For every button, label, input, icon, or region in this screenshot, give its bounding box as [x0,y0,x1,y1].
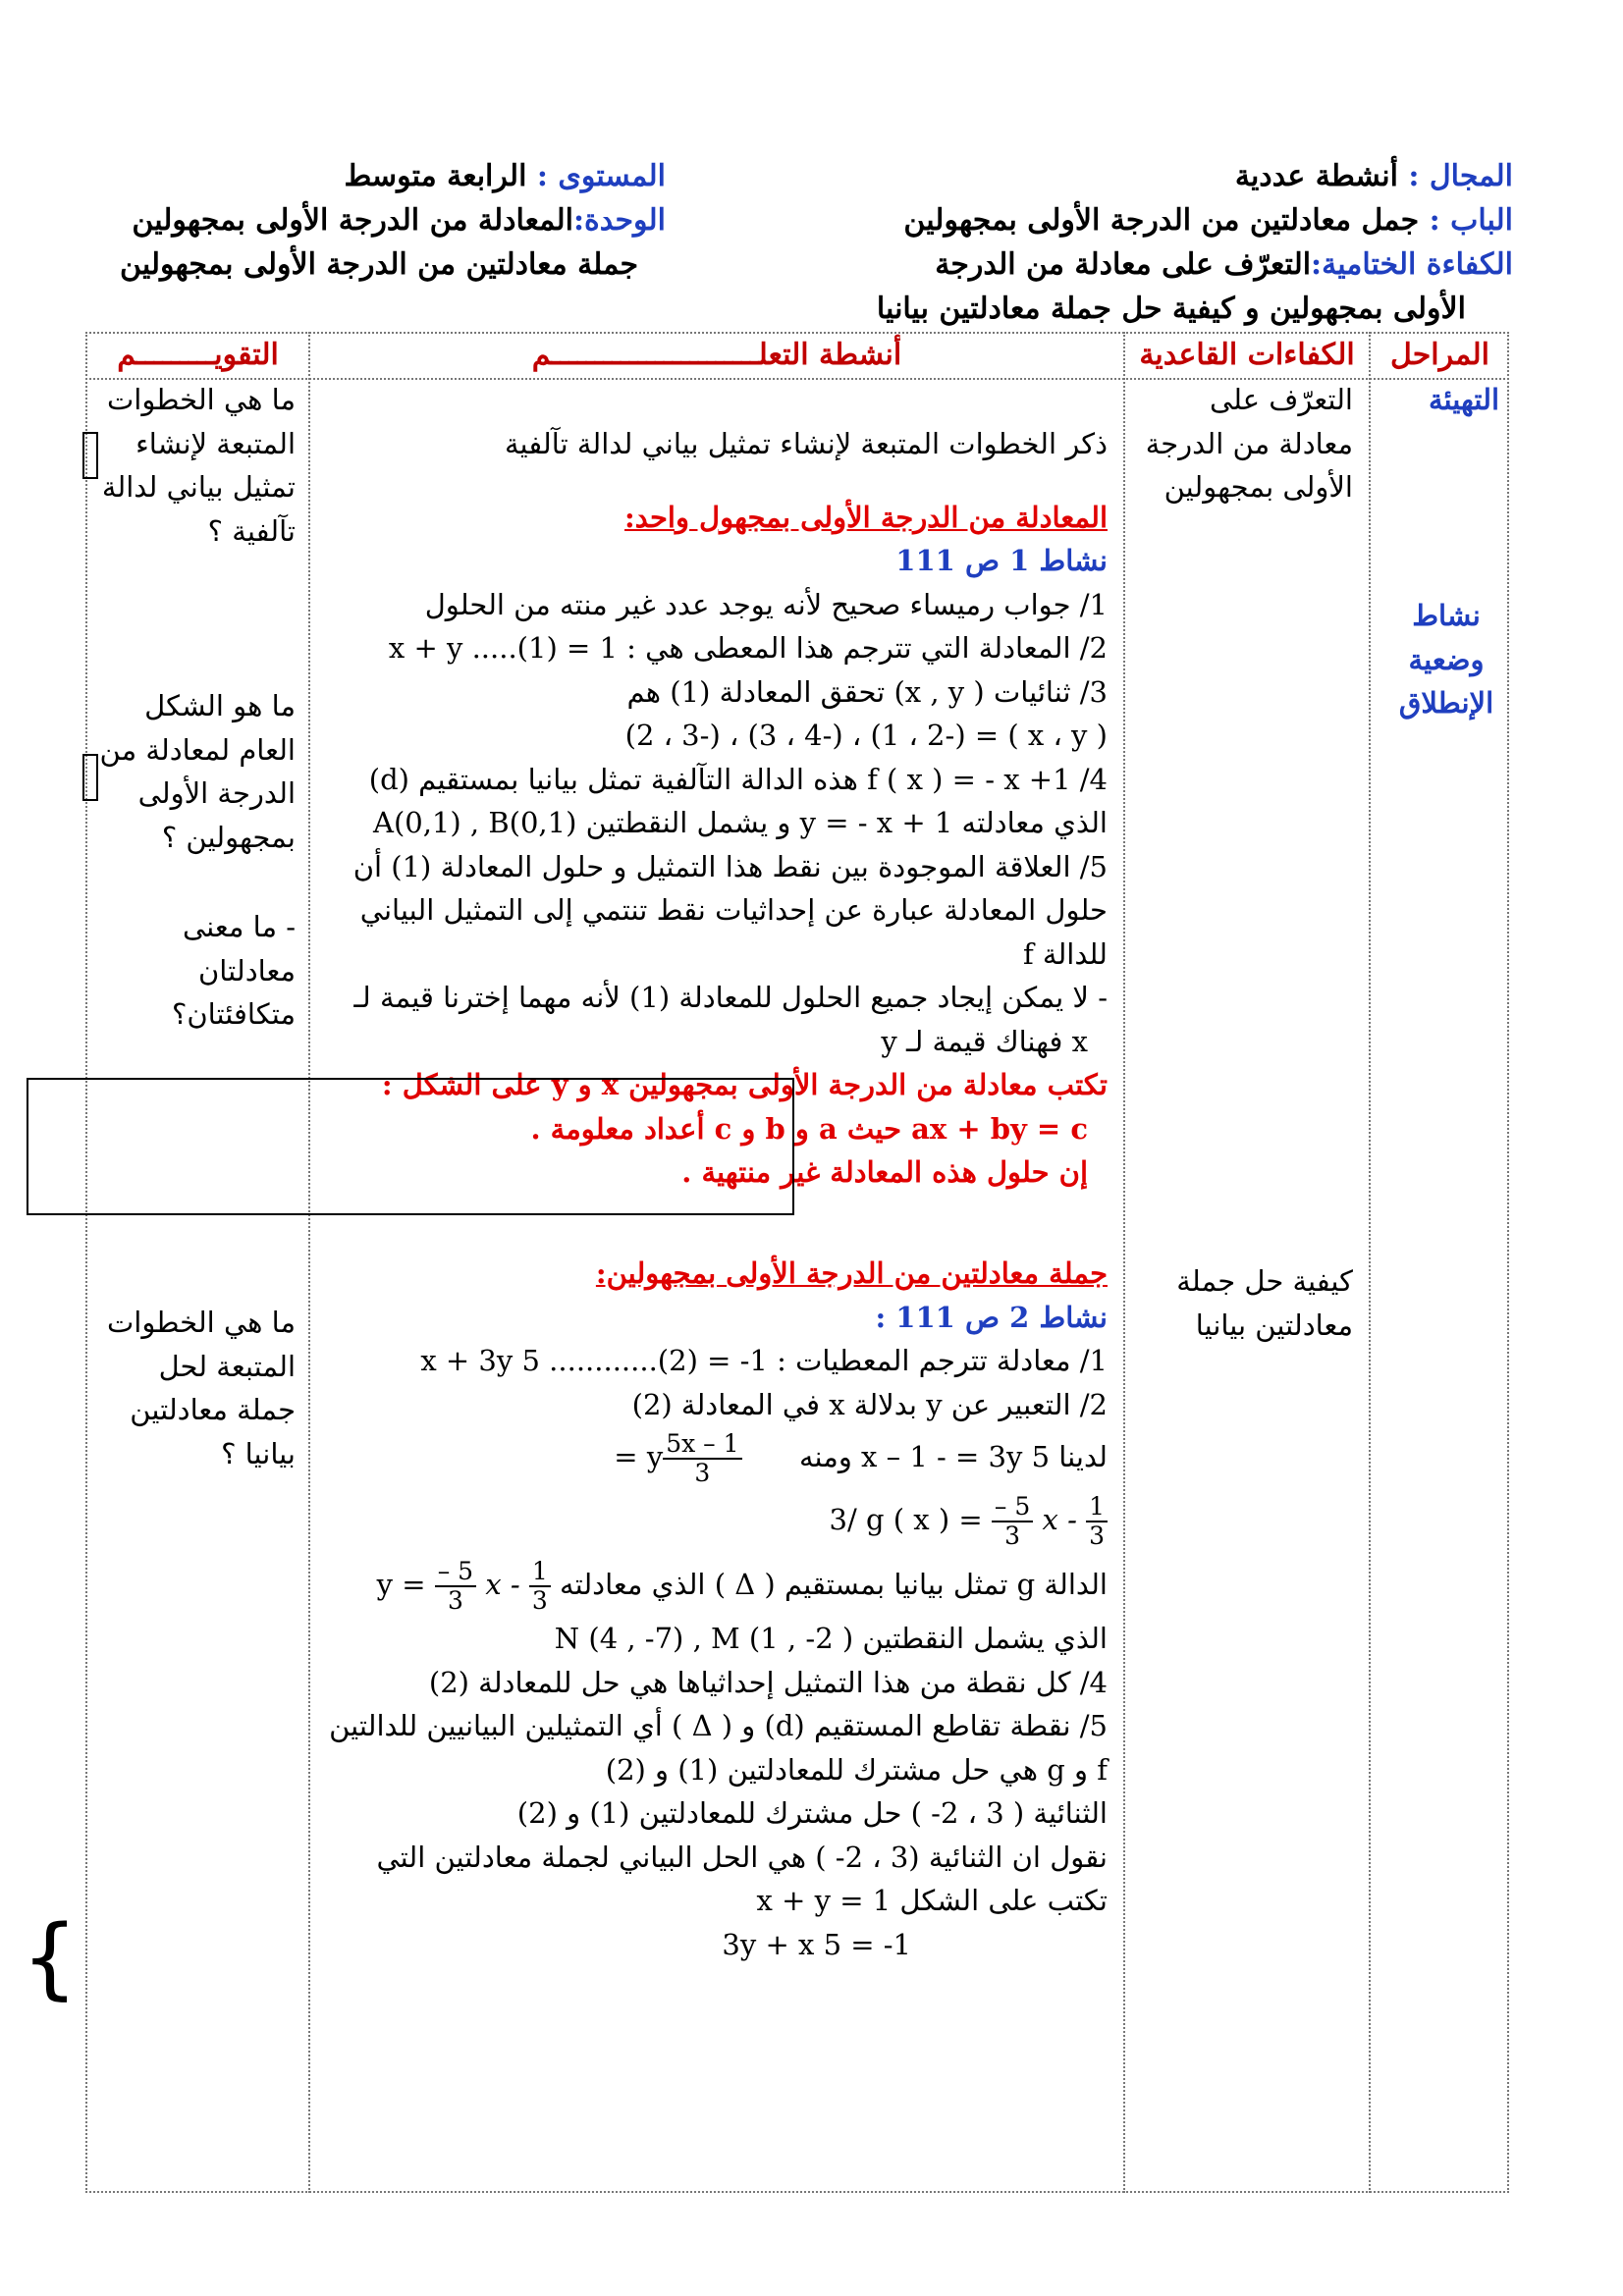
header-chapter: الباب : جمل معادلتين من الدرجة الأولى بمجهولين [903,203,1513,238]
fraction-d1: $\frac{- 5}{3}$ [435,1558,476,1615]
evaluation-q3: - ما معنى معادلتان متكافئتان؟ [171,910,296,1031]
header-level: المستوى : الرابعة متوسط [344,159,666,193]
eval-mark-2 [82,754,98,801]
fraction-d2: $\frac{1}{3}$ [529,1558,551,1615]
header-unit: الوحدة:المعادلة من الدرجة الأولى بمجهولين [132,203,666,238]
col-divider-1 [1369,332,1371,2193]
evaluation-q4: ما هي الخطوات المتبعة لحل جملة معادلتين بيانيا ؟ [106,1306,296,1470]
fraction-g2: $\frac{1}{3}$ [1086,1493,1108,1550]
col-divider-3 [308,332,310,2193]
evaluation-q2: ما هو الشكل العام لمعادلة من الدرجة الأولى بمجهولين ؟ [99,689,296,854]
header-unit-cont: جملة معادلتين من الدرجة الأولى بمجهولين [120,247,638,282]
competency-2: كيفية حل جملة معادلتين بيانيا [1176,1264,1353,1342]
activities-block-1: ذكر الخطوات المتبعة لإنشاء تمثيل بياني لدالة تآلفية المعادلة من الدرجة الأولى بمجهول واحد: نشاط 1 ص 111 1/ جواب رميساء صحيح لأنه يوجد عدد غير منته من الحلول 2/ المعادلة التي تترجم هذا المعطى هي : 1 = (1)..... x + y 3/ ثنائيات ( x , y) تحقق المعادلة (1) هم ( x ، y ) = (-1 ، 2) ، (-3 ، 4) ، (-2 ، 3) 4/ f ( x ) = - x +1 هذه الدالة التآلفية تمثل بيانيا بمستقيم (d) الذي معادلته y = - x + 1 و يشمل النقطتين A(0,1) , B(0,1) 5/ العلاقة الموجودة بين نقط هذا التمثيل و حلول المعادلة (1) أن حلول المعادلة عبارة عن إحداثيات نقط تنتمي إلى التمثيل البياني للدالة f - لا يمكن إيجاد جميع الحلول للمعادلة (1) لأنه مهما إخترنا قيمة لـ x فهناك قيمة لـ y تكتب معادلة من الدرجة الأولى بمجهولين x و y على الشكل : ax + by = c حيث a و b و c أعداد معلومة . إن حلول هذه المعادلة غير منتهية . [312,422,1108,1195]
activities-block-2: جملة معادلتين من الدرجة الأولى بمجهولين: نشاط 2 ص 111 : 1/ معادلة تترجم المعطيات : 1- = (2)............ 5 x + 3y 2/ التعبير عن y بدلالة x في المعادلة (2) لدينا 5 x – 1 - = 3y ومنه $\frac{1 - 5x}{3}$ y = 3/ g ( x ) = $\frac{- 5}{3}$ x - $\frac{1}{3}$ الدالة g تمثل بيانيا بمستقيم ( Δ ) الذي معادلته y = $\frac{- 5}{3}$ x - $\frac{1}{3}$ الذي يشمل النقطتين ( 2- , 1) N (4 , -7) , M 4/ كل نقطة من هذا التمثيل إحداثياها هي حل للمعادلة (2) 5/ نقطة تقاطع المستقيم (d) و ( Δ ) أي التمثيلين البيانيين للدالتين f و g هي حل مشترك للمعادلتين (1) و (2) الثنائية ( 3 ، 2- ) حل مشترك للمعادلتين (1) و (2) نقول ان الثنائية (3 ، 2- ) هي الحل البياني لجملة معادلتين التي تكتب على الشكل x + y = 1 3y + x 5 = -1 [312,1252,1108,1966]
col-header-evaluation: التقويـــــــــم [117,338,279,372]
competency-1: التعرّف على معادلة من الدرجة الأولى بمجهولين [1145,383,1353,504]
col-header-competencies: الكفاءات القاعدية [1139,338,1355,372]
section-2-title: جملة معادلتين من الدرجة الأولى بمجهولين: [595,1256,1108,1290]
col-header-stages: المراحل [1390,338,1489,372]
col-divider-2 [1123,332,1125,2193]
curly-brace-mark: { [22,1906,79,2009]
stage-warmup: التهيئة [1428,383,1499,416]
col-header-activities: أنشطة التعلــــــــــــــــــــــــم [531,338,902,372]
fraction-y: $\frac{1 - 5x}{3}$ [663,1430,741,1487]
header-competency: الكفاءة الختامية:التعرّف على معادلة من الدرجة [935,247,1513,282]
fraction-g1: $\frac{- 5}{3}$ [992,1493,1033,1550]
eval-mark-1 [82,432,98,479]
evaluation-q1: ما هي الخطوات المتبعة لإنشاء تمثيل بياني لدالة تآلفية ؟ [101,383,296,548]
rule-box [27,1078,794,1215]
activity-1-title: نشاط 1 ص 111 [895,544,1108,577]
activity-2-title: نشاط 2 ص 111 : [875,1300,1108,1334]
header-domain: المجال : أنشطة عددية [1234,159,1513,193]
stage-launch: نشاط وضعية الإنطلاق [1398,599,1494,720]
section-1-title: المعادلة من الدرجة الأولى بمجهول واحد: [624,500,1108,534]
header-competency-cont: الأولى بمجهولين و كيفية حل جملة معادلتين بيانيا [876,292,1466,326]
